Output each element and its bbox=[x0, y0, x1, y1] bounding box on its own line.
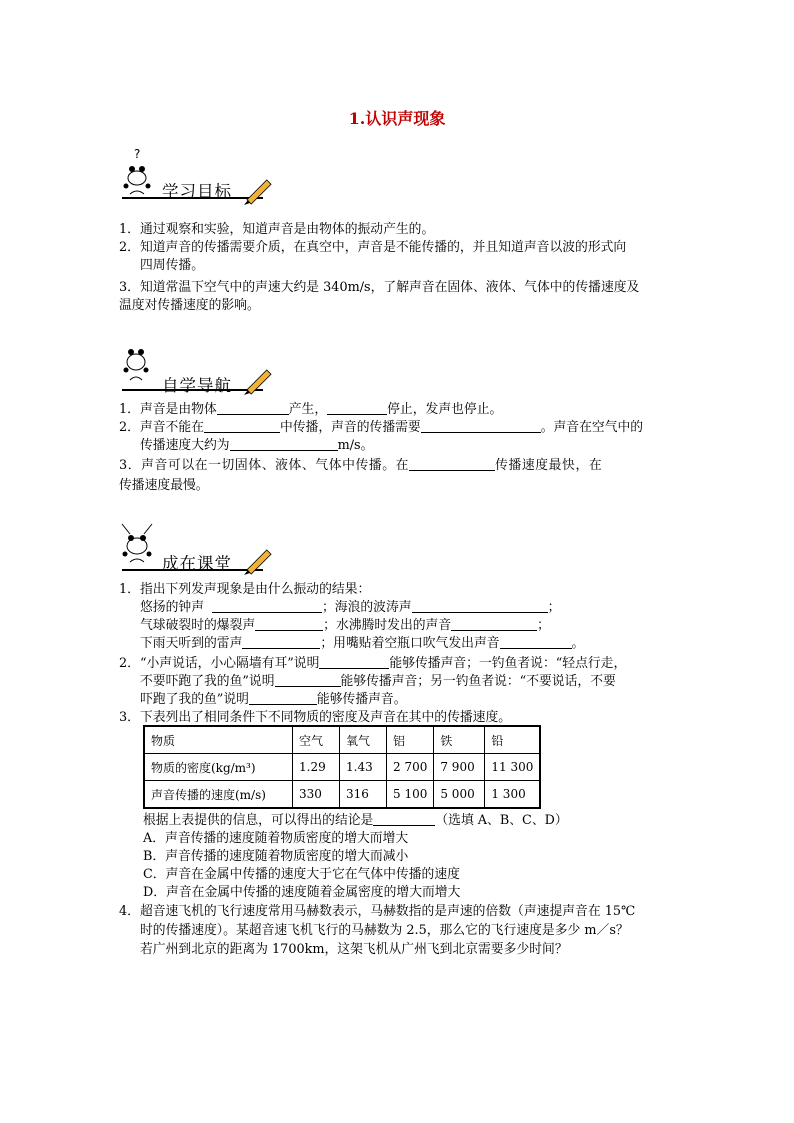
answer-blank[interactable] bbox=[409, 457, 495, 471]
answer-blank[interactable] bbox=[327, 401, 387, 415]
section-header-classroom bbox=[118, 520, 288, 574]
pencil-icon bbox=[244, 370, 271, 395]
table-header-row bbox=[144, 726, 540, 754]
answer-blank[interactable] bbox=[230, 437, 338, 451]
q1-line-c: 下雨天听到的雷声 ；用嘴贴着空瓶口吹气发出声音 。 bbox=[140, 636, 585, 651]
q3-option-d: D．声音在金属中传播的速度随着金属密度的增大而增大 bbox=[143, 885, 461, 900]
table-cell: 铁 bbox=[434, 726, 485, 754]
nav-line-5: 传播速度最慢。 bbox=[119, 478, 209, 493]
table-cell: 316 bbox=[340, 781, 387, 809]
table-cell: 物质 bbox=[144, 726, 293, 754]
table-cell: 5 000 bbox=[434, 781, 485, 809]
nav-line-4: 3．声音可以在一切固体、液体、气体中传播。在 传播速度最快，在 bbox=[119, 458, 603, 473]
section-title: 学习目标 bbox=[162, 182, 232, 201]
table-cell: 1 300 bbox=[485, 781, 541, 809]
svg-text:?: ? bbox=[134, 148, 141, 161]
table-cell: 1.43 bbox=[340, 754, 387, 781]
q2-line-3: 吓跑了我的鱼”说明 能够传播声音。 bbox=[140, 692, 407, 707]
pencil-icon bbox=[244, 180, 271, 205]
answer-blank[interactable] bbox=[249, 691, 317, 705]
table-row bbox=[144, 754, 540, 781]
table-cell: 空气 bbox=[293, 726, 340, 754]
density-speed-table bbox=[143, 725, 541, 809]
section-header-self-study bbox=[118, 340, 288, 394]
goal-item: 2．知道声音的传播需要介质，在真空中，声音是不能传播的，并且知道声音以波的形式向 bbox=[119, 240, 627, 255]
answer-blank[interactable] bbox=[500, 635, 572, 649]
table-cell: 11 300 bbox=[485, 754, 541, 781]
q4-line: 时的传播速度）。某超音速飞机飞行的马赫数为 2.5，那么它的飞行速度是多少 m／s？ bbox=[140, 923, 629, 938]
q3-prompt: 根据上表提供的信息，可以得出的结论是 （选填 A、B、C、D） bbox=[143, 813, 568, 828]
table-cell: 铝 bbox=[387, 726, 434, 754]
section-header-goals bbox=[118, 148, 288, 202]
table-cell: 氧气 bbox=[340, 726, 387, 754]
nav-line-1: 1．声音是由物体 产生， 停止，发声也停止。 bbox=[119, 402, 503, 417]
table-cell: 铅 bbox=[485, 726, 541, 754]
answer-blank[interactable] bbox=[275, 673, 341, 687]
answer-blank[interactable] bbox=[319, 655, 389, 669]
answer-blank[interactable] bbox=[242, 635, 320, 649]
answer-blank[interactable] bbox=[204, 419, 280, 433]
table-cell: 5 100 bbox=[387, 781, 434, 809]
answer-blank[interactable] bbox=[451, 617, 537, 631]
answer-blank[interactable] bbox=[412, 599, 548, 613]
answer-blank[interactable] bbox=[421, 419, 541, 433]
section-title: 成在课堂 bbox=[162, 554, 232, 573]
answer-blank[interactable] bbox=[373, 812, 435, 826]
pencil-icon bbox=[244, 550, 271, 575]
goal-item: 3．知道常温下空气中的声速大约是 340m/s，了解声音在固体、液体、气体中的传播速度及 bbox=[119, 280, 640, 295]
q3-option-b: B．声音传播的速度随着物质密度的增大而减小 bbox=[143, 849, 409, 864]
q3-option-a: A．声音传播的速度随着物质密度的增大而增大 bbox=[143, 831, 409, 846]
goal-item: 温度对传播速度的影响。 bbox=[119, 298, 260, 313]
answer-blank[interactable] bbox=[212, 599, 322, 613]
table-row bbox=[144, 781, 540, 809]
q2-line-1: 2．“小声说话，小心隔墙有耳”说明 能够传播声音；一钓鱼者说：“轻点行走， bbox=[119, 656, 627, 671]
q3-option-c: C．声音在金属中传播的速度大于它在气体中传播的速度 bbox=[143, 867, 460, 882]
table-cell: 330 bbox=[293, 781, 340, 809]
answer-blank[interactable] bbox=[255, 617, 323, 631]
table-cell: 2 700 bbox=[387, 754, 434, 781]
nav-line-3: 传播速度大约为 m/s。 bbox=[140, 438, 374, 453]
answer-blank[interactable] bbox=[217, 401, 289, 415]
goal-item: 1．通过观察和实验，知道声音是由物体的振动产生的。 bbox=[119, 222, 435, 237]
table-cell: 1.29 bbox=[293, 754, 340, 781]
table-cell: 物质的密度(kg/m³) bbox=[144, 754, 293, 781]
q3-stem: 3．下表列出了相同条件下不同物质的密度及声音在其中的传播速度。 bbox=[119, 710, 512, 725]
q4-line: 若广州到北京的距离为 1700km，这架飞机从广州飞到北京需要多少时间？ bbox=[140, 942, 568, 957]
table-cell: 7 900 bbox=[434, 754, 485, 781]
q2-line-2: 不要吓跑了我的鱼”说明 能够传播声音；另一钓鱼者说：“不要说话，不要 bbox=[140, 674, 616, 689]
nav-line-2: 2．声音不能在 中传播，声音的传播需要 。声音在空气中的 bbox=[119, 420, 644, 435]
table-cell: 声音传播的速度(m/s) bbox=[144, 781, 293, 809]
section-title: 自学导航 bbox=[162, 376, 232, 395]
goal-item: 四周传播。 bbox=[140, 258, 204, 273]
q4-line: 4．超音速飞机的飞行速度常用马赫数表示，马赫数指的是声速的倍数（声速提声音在 15℃ bbox=[119, 904, 636, 919]
page-title: 1.认识声现象 bbox=[348, 109, 446, 128]
q1-line-a: 悠扬的钟声 ；海浪的波涛声 ； bbox=[140, 600, 561, 615]
q1-stem: 1．指出下列发声现象是由什么振动的结果： bbox=[119, 582, 371, 597]
q1-line-b: 气球破裂时的爆裂声 ；水沸腾时发出的声音 ； bbox=[140, 618, 550, 633]
